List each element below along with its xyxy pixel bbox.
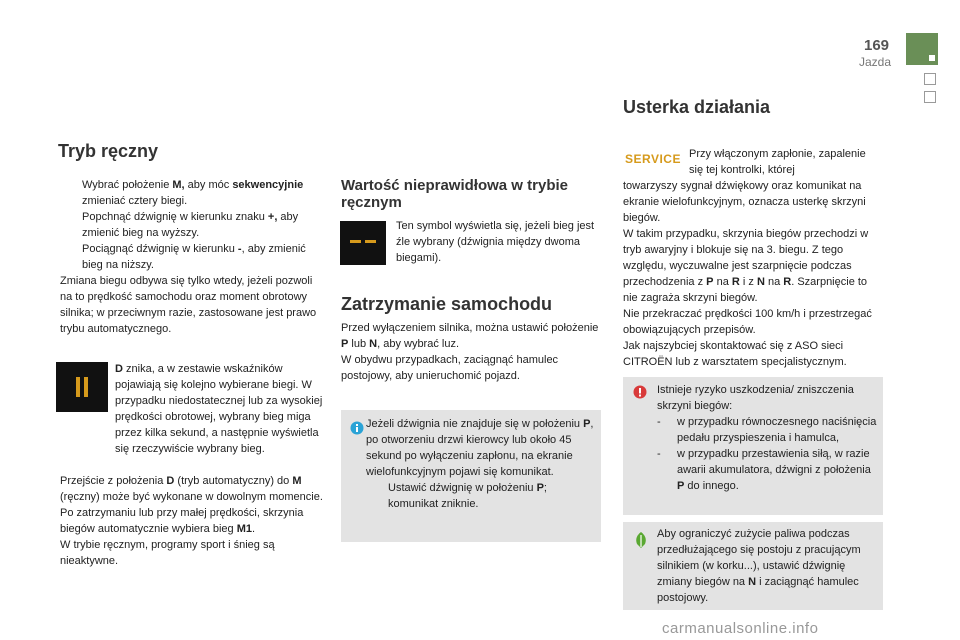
- list-item: Ustawić dźwignię w położeniu P; komunikat zniknie.: [388, 482, 547, 510]
- tryb-bullets: [60, 177, 322, 337]
- info-icon: [350, 421, 364, 435]
- wartosc-text: Ten symbol wyświetla się, jeżeli bieg jest źle wybrany (dźwignia między dwoma biegami).: [396, 220, 595, 264]
- zatrzymanie-title: Zatrzymanie samochodu: [341, 294, 553, 314]
- usterka-title: Usterka działania: [623, 97, 771, 117]
- fault-indicator-icon: [340, 221, 386, 265]
- tryb-paragraphs: Przejście z położenia D (tryb automatyczny) do M (ręczny) może być wykonane w dowolnym momencie. Po zatrzymaniu lub przy małej prędkości, skrzynia biegów automatycznie wybiera bieg M1. W trybie ręcznym, programy sport i śnieg są nieaktywne.: [60, 475, 323, 567]
- service-warning-icon: SERVICE: [625, 152, 681, 166]
- list-item: Pociągnąć dźwignię w kierunku -, aby zmienić bieg na niższy.: [82, 243, 306, 271]
- list-item: - w przypadku przestawienia siłą, w razie awarii akumulatora, dźwigni z położenia P do innego.: [657, 448, 871, 492]
- list-item: Wybrać położenie M, aby móc sekwencyjnie zmieniać cztery biegi.: [82, 179, 304, 207]
- eco-thumbs-icon: [633, 531, 649, 549]
- section-title: Jazda: [859, 55, 892, 69]
- tryb-paragraph: Zmiana biegu odbywa się tylko wtedy, jeżeli pozwoli na to prędkość samochodu oraz moment obrotowy silnika; w przeciwnym razie, zastosowane jest prawo trybu automatycznego.: [60, 275, 317, 335]
- chapter-tab: [906, 33, 938, 65]
- mode-indicator-icon: [56, 362, 108, 412]
- chapter-square-icon: [924, 73, 936, 85]
- tryb-title: Tryb ręczny: [58, 141, 159, 161]
- info-note: Jeżeli dźwignia nie znajduje się w położeniu P, po otworzeniu drzwi kierowcy lub około 45 sekund po wyłączeniu zapłonu, na ekranie wielofunkcyjnym pojawi się komunikat. Ustawić dźwignię w położeniu P; komunikat zniknie.: [341, 410, 601, 542]
- watermark: carmanualsonline.info: [662, 620, 819, 637]
- usterka-text: towarzyszy sygnał dźwiękowy oraz komunikat na ekranie wielofunkcyjnym, oznacza usterkę skrzyni biegów. W takim przypadku, skrzynia biegów przechodzi w tryb awaryjny i blokuje się na 3. biegu. Z tego względu, wyczuwalne jest szarpnięcie podczas przechodzenia z P na R i z N na R. Szarpnięcie to nie zagraża skrzyni biegów. Nie przekraczać prędkości 100 km/h i przestrzegać obowiązujących przepisów. Jak najszybciej skontaktować się z ASO sieci CITROËN lub z warsztatem specjalistycznym.: [623, 180, 872, 368]
- warning-note: Istnieje ryzyko uszkodzenia/ zniszczenia skrzyni biegów: - w przypadku równoczesnego naciśnięcia pedału przyspieszenia i hamulca, - w przypadku przestawienia siłą, w razie awarii akumulatora, dźwigni z położenia P do innego.: [623, 377, 883, 515]
- tab-square-icon: [929, 55, 935, 61]
- tryb-d-para: D znika, a w zestawie wskaźników pojawiają się kolejno wybierane biegi. W przypadku niedostatecznej lub za wysokiej prędkości obrotowej, wybrany bieg miga przez kilka sekund, a następnie wyświetla się rzeczywiście wybrany bieg.: [115, 363, 323, 455]
- list-item: - w przypadku równoczesnego naciśnięcia pedału przyspieszenia i hamulca,: [657, 416, 877, 444]
- chapter-square-icon: [924, 91, 936, 103]
- zatrzymanie-text: Przed wyłączeniem silnika, można ustawić położenie P lub N, aby wybrać luz. W obydwu przypadkach, zaciągnąć hamulec postojowy, aby unieruchomić pojazd.: [341, 322, 599, 382]
- usterka-lead: Przy włączonym zapłonie, zapalenie się tej kontrolki, której: [689, 148, 866, 176]
- eco-note: Aby ograniczyć zużycie paliwa podczas przedłużającego się postoju z pracującym silnikiem (w korku...), ustawić dźwignię zmiany biegów na N i zaciągnąć hamulec postojowy.: [623, 522, 883, 610]
- exclamation-icon: [633, 385, 647, 399]
- page-number: 169: [864, 37, 890, 54]
- wartosc-title: Wartość nieprawidłowa w trybie ręcznym: [341, 177, 568, 211]
- list-item: Popchnąć dźwignię w kierunku znaku +, aby zmienić bieg na wyższy.: [82, 211, 299, 239]
